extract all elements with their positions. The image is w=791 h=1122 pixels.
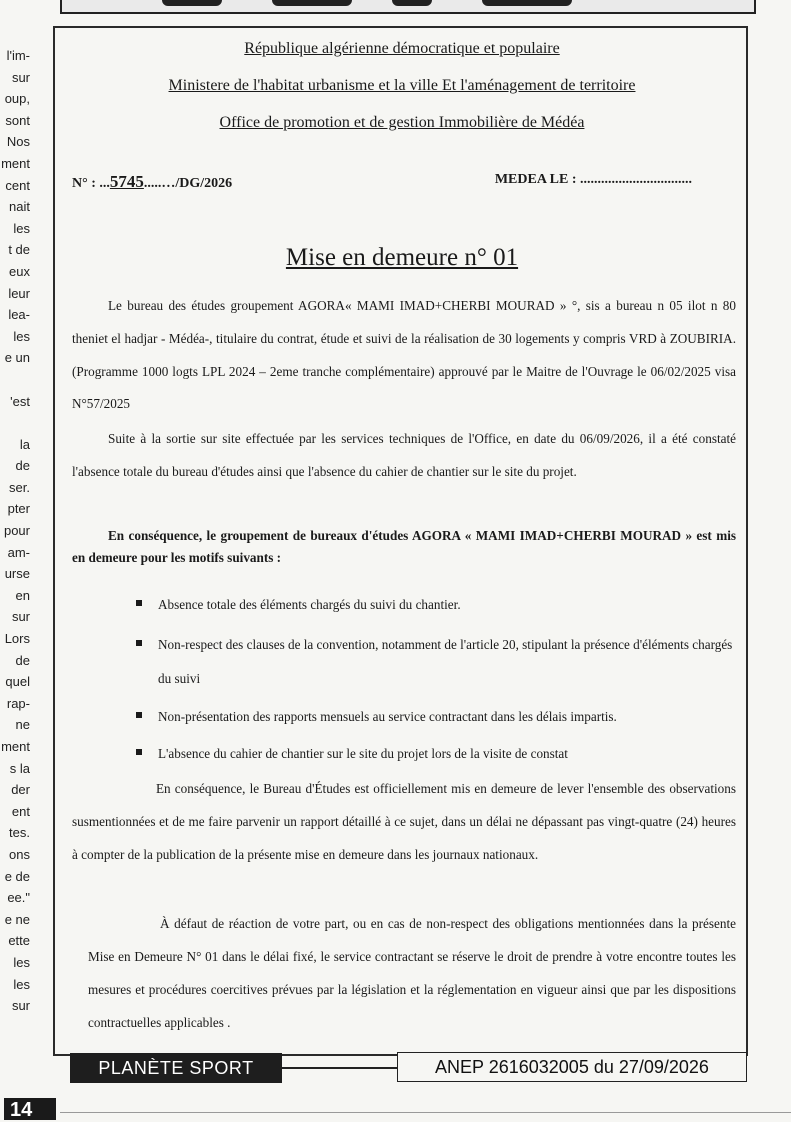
paragraph-consequence: En conséquence, le groupement de bureaux d'études AGORA « MAMI IMAD+CHERBI MOURAD » est mis en demeure pour les motifs suivants : [72,528,736,565]
side-column-line: sur [11,609,30,625]
side-column-line: am- [7,544,30,560]
side-column-line: der [11,782,30,798]
side-column-line: ment [1,739,30,754]
side-column-line: les [13,220,30,236]
side-column-line: de [15,458,30,474]
side-column-line: cent [5,177,30,193]
side-column-line: s la [9,760,30,776]
side-column-line: Lors [4,631,30,647]
header-office: Office de promotion et de gestion Immobilière de Médéa [219,114,585,131]
footer-divider [282,1067,397,1069]
side-column-line: les [13,976,30,992]
side-column-line: les [13,954,30,970]
side-column-line: la [19,436,30,452]
page-number: 14 [4,1098,56,1120]
reference-line [72,172,712,192]
side-column-line: tes. [9,825,30,841]
paragraph-sanctions: À défaut de réaction de votre part, ou en cas de non-respect des obligations mentionnées dans la présente Mise en Demeure N° 01 dans le délai fixé, le service contractant se réserve le droit de prendre à votre encontre toutes les mesures et procédures coercitives prévues par la législation et la réglementation en vigueur ainsi que par les dispositions contractuelles applicables . [88,916,736,1030]
side-column-line: lea- [8,307,30,323]
ref-prefix: N° : ... [72,176,110,191]
side-column-line: l'im- [6,48,30,63]
bullet-item: Non-respect des clauses de la convention, notamment de l'article 20, stipulant la présence d'éléments chargés du suivi [136,628,736,696]
side-column-line: ment [1,155,30,171]
bullet-item: Absence totale des éléments chargés du suivi du chantier. [136,588,736,622]
date-label: MEDEA LE : ................................ [494,172,692,187]
side-column-line: de [15,652,30,668]
anep-reference: ANEP 2616032005 du 27/09/2026 [397,1052,747,1082]
side-column-line: quel [5,674,30,690]
bullet-square-icon [136,640,142,646]
side-column-line: les [13,328,30,344]
side-column-line: ent [11,803,30,819]
bullet-square-icon [136,600,142,606]
side-column-line: Nos [6,134,30,150]
side-column-line: e un [4,350,30,366]
side-column-line: t de [8,242,30,258]
notice-title: Mise en demeure n° 01 [285,244,519,271]
side-column-line: en [15,587,30,603]
section-label: PLANÈTE SPORT [70,1053,282,1083]
side-column-line: urse [4,566,30,582]
bullet-square-icon [136,749,142,755]
side-column-line: ons [9,846,30,862]
side-column-line: rap- [6,695,30,711]
side-column-line: leur [8,285,30,301]
ref-suffix: .....…/DG/2026 [143,176,233,191]
bullet-item: Non-présentation des rapports mensuels au service contractant dans les délais impartis. [136,700,736,734]
side-column-line: pour [3,523,30,539]
ref-number: 5745 [109,172,144,191]
side-column-line: nait [9,199,30,215]
paragraph-formal-notice: En conséquence, le Bureau d'Études est officiellement mis en demeure de lever l'ensemble des observations susmentionnées et de me faire parvenir un rapport détaillé à ce sujet, dans un délai ne dépassant pas vingt-quatre (24) heures à compter de la publication de la présente mise en demeure dans les journaux nationaux. [72,781,736,862]
paragraph-intro: Le bureau des études groupement AGORA« MAMI IMAD+CHERBI MOURAD » °, sis a bureau n 05 ilot n 80 theniet el hadjar - Médéa-, titulaire du contrat, étude et suivi de la réalisation de 30 logements y compris VRD à ZOUBIRIA. (Programme 1000 logts LPL 2024 – 2eme tranche complémentaire) approuvé par le Maitre de l'Ouvrage le 06/02/2025 visa N°57/2025 [72,298,736,412]
side-column-line: 'est [10,393,30,409]
side-column-line: oup, [4,91,30,107]
header-ministry: Ministere de l'habitat urbanisme et la ville Et l'aménagement de territoire [168,77,636,94]
side-column-line: sur [11,69,30,85]
side-column-line: pter [7,501,30,517]
side-column-line: eux [9,263,30,279]
side-column-line: ee." [7,890,30,906]
side-column-line: sont [5,112,30,128]
side-column-line: e de [4,868,30,884]
side-column-line: e ne [4,911,30,927]
paragraph-site-visit: Suite à la sortie sur site effectuée par les services techniques de l'Office, en date du 06/09/2026, il a été constaté l'absence totale du bureau d'études ainsi que l'absence du cahier de chantier sur le site du projet. [72,431,736,479]
bottom-rule [60,1112,791,1113]
bullet-square-icon [136,712,142,718]
header-republic: République algérienne démocratique et populaire [244,40,560,57]
side-column-line: sur [11,998,30,1014]
side-column-line: ette [8,933,30,949]
bullet-item: L'absence du cahier de chantier sur le site du projet lors de la visite de constat [136,737,736,771]
side-column-line: ne [15,717,30,733]
side-column-line: ser. [9,479,30,495]
